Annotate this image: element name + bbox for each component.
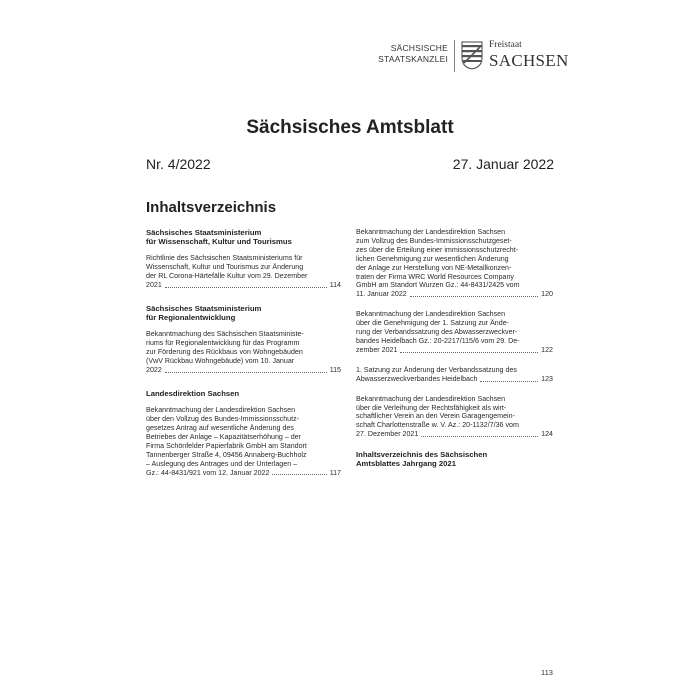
entry-line: der RL Corona-Härtefälle Kultur vom 29. Dezember [146,272,308,281]
entry-line: 11. Januar 2022 [356,290,407,299]
entry-line: Bekanntmachung der Landesdirektion Sachsen [356,310,506,319]
dot-leader [480,381,538,382]
dot-leader [165,372,327,373]
entry-page-number: 115 [329,366,341,375]
document-title: Sächsisches Amtsblatt [246,117,454,138]
entry-last-line [356,430,553,439]
issue-number: Nr. 4/2022 [146,156,211,172]
toc-entry[interactable] [146,254,341,290]
issue-date: 27. Januar 2022 [452,156,554,172]
entry-line: gesetzes Antrag auf wesentliche Änderung des [146,423,294,432]
entry-last-line [356,375,553,384]
toc-entry[interactable] [146,330,341,375]
section-heading [146,389,341,398]
entry-page-number: 114 [329,281,341,290]
freistaat-label: Freistaat [489,40,522,50]
entry-line: Bekanntmachung der Landesdirektion Sachsen [146,406,296,415]
dot-leader [400,352,538,353]
entry-line: 1. Satzung zur Änderung der Verbandssatzung des [356,365,517,374]
staatskanzlei-logo-line-2: STAATSKANZLEI [378,54,448,64]
entry-line: Tannenberger Straße 4, 09456 Annaberg-Buchholz [146,450,307,459]
entry-line: schaftlicher Verein an den Verein Garagengemein- [356,412,515,421]
dot-leader [410,296,538,297]
toc-entry[interactable] [356,228,553,299]
entry-line: Bekanntmachung der Landesdirektion Sachsen [356,394,506,403]
entry-line: (VwV Rückbau Wohngebäude) vom 10. Januar [146,357,295,366]
coat-of-arms-icon [461,41,483,70]
dot-leader [165,287,327,288]
entry-last-line [356,290,553,299]
toc-entry[interactable] [356,310,553,355]
entry-line: Bekanntmachung der Landesdirektion Sachsen [356,228,506,236]
toc-entry[interactable] [356,366,553,384]
entry-page-number: 120 [541,290,553,299]
entry-line: zember 2021 [356,345,398,354]
entry-page-number: 122 [541,345,553,354]
entry-line: bandes Heidelbach Gz.: 20-2217/115/6 vom 29. De- [356,336,520,345]
logo-divider [454,40,455,72]
entry-line: 27. Dezember 2021 [356,430,419,439]
dot-leader [421,436,538,437]
section-heading-line: Amtsblattes Jahrgang 2021 [356,459,456,469]
sachsen-label: SACHSEN [489,51,569,70]
page-number: 113 [541,668,553,677]
entry-line: 2022 [146,366,162,375]
toc-entry[interactable] [356,395,553,440]
entry-line: zes über die Erteilung einer immissionsschutzrecht- [356,245,519,254]
entry-line: Richtlinie des Sächsischen Staatsministeriums für [146,254,303,263]
freistaat-sachsen-logo [489,40,569,70]
section-heading-line: Sächsisches Staatsministerium [146,228,262,237]
staatskanzlei-logo-line-1: SÄCHSISCHE [390,43,448,53]
entry-line: – Auslegung des Antrages und der Unterlagen – [146,459,298,468]
section-heading-line: Sächsisches Staatsministerium [146,304,262,314]
entry-line: zum Vollzug des Bundes-Immissionsschutzgeset- [356,236,512,245]
entry-line: der Anlage zur Herstellung von NE-Metallkonzen- [356,263,512,272]
toc-heading: Inhaltsverzeichnis [146,199,277,216]
section-heading-line: Landesdirektion Sachsen [146,388,240,398]
section-heading-line: Inhaltsverzeichnis des Sächsischen [356,450,488,460]
entry-last-line [146,469,341,478]
section-heading [146,228,341,246]
dot-leader [272,474,326,475]
entry-line: über die Verleihung der Rechtsfähigkeit als wirt- [356,403,507,412]
entry-line: Wissenschaft, Kultur und Tourismus zur Änderung [146,263,304,272]
entry-line: GmbH am Standort Wurzen Gz.: 44-8431/2425 vom [356,281,520,290]
staatskanzlei-logo [378,43,448,65]
entry-line: lichen Genehmigung zur wesentlichen Änderung [356,254,509,263]
entry-line: über die Genehmigung der 1. Satzung zur Ände- [356,319,510,328]
toc-entry[interactable] [146,406,341,477]
entry-last-line [146,366,341,375]
entry-last-line [146,281,341,290]
entry-line: rung der Verbandssatzung des Abwasserzweckver- [356,328,518,337]
entry-line: schaft Charlottenstraße w. V. Az.: 20-1132/7/36 vom [356,421,519,430]
entry-page-number: 117 [329,468,341,477]
section-heading [146,304,341,322]
entry-line: Betriebes der Anlage – Kapazitätserhöhung – der [146,432,301,441]
entry-line: zur Förderung des Rückbaus von Wohngebäuden [146,348,303,357]
toc-left-column [146,228,341,488]
entry-line: Firma Schönfelder Papierfabrik GmbH am Standort [146,441,307,450]
entry-line: Abwasserzweckverbandes Heidelbach [356,374,478,383]
entry-line: über den Vollzug des Bundes-Immissionsschutz- [146,415,299,424]
section-heading-line: für Wissenschaft, Kultur und Tourismus [146,237,292,247]
entry-page-number: 124 [541,430,553,439]
entry-last-line [356,346,553,355]
entry-line: riums für Regionalentwicklung für das Programm [146,339,300,348]
entry-line: Bekanntmachung des Sächsischen Staatsministe- [146,330,304,339]
section-heading-line: für Regionalentwicklung [146,313,236,323]
entry-line: 2021 [146,281,162,290]
entry-page-number: 123 [541,374,553,383]
entry-line: Gz.: 44-8431/921 vom 12. Januar 2022 [146,468,270,477]
entry-line: traten der Firma WRC World Resources Company [356,272,514,281]
closing-section-heading[interactable] [356,450,553,468]
toc-right-column [356,228,553,477]
